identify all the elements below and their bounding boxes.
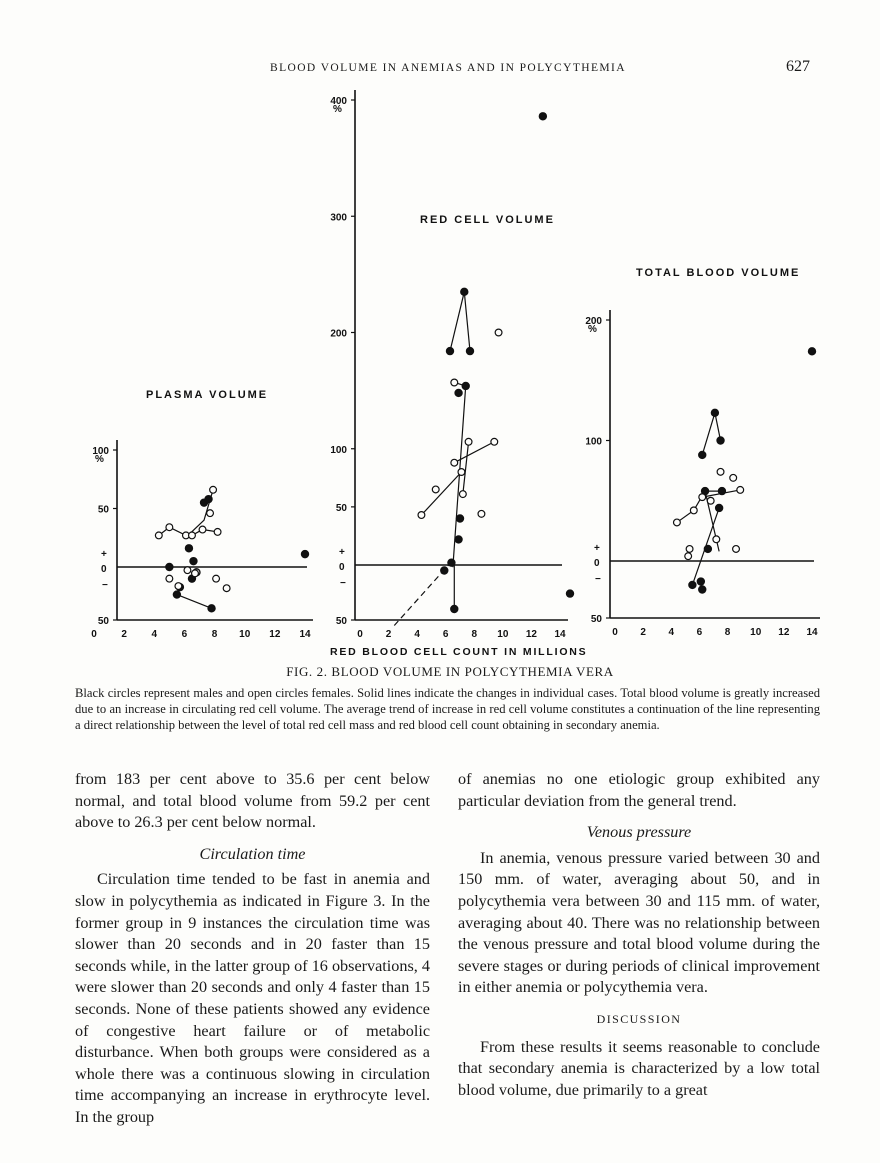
male-point	[717, 437, 724, 444]
female-point	[491, 438, 498, 445]
x-tick-label: 14	[554, 629, 566, 640]
female-point	[210, 486, 217, 493]
y-tick-label: 0	[101, 564, 107, 575]
x-tick-label: 0	[91, 629, 97, 640]
change-line	[454, 442, 494, 463]
male-point	[166, 563, 173, 570]
x-tick-label: 12	[525, 629, 537, 640]
female-point	[690, 507, 697, 514]
x-tick-label: 6	[181, 629, 188, 640]
male-point	[689, 581, 696, 588]
x-tick-label: 8	[724, 627, 731, 638]
x-tick-label: 8	[471, 629, 478, 640]
left-paragraph-1: from 183 per cent above to 35.6 per cent below normal, and total blood volume from 59.2 per cent above to 26.3 per cent below normal.	[75, 770, 430, 832]
female-point	[674, 519, 681, 526]
male-point	[718, 488, 725, 495]
male-point	[446, 348, 453, 355]
x-tick-label: 12	[269, 629, 281, 640]
female-point	[713, 536, 720, 543]
female-point	[223, 585, 230, 592]
change-line	[702, 413, 720, 455]
x-tick-label: 10	[239, 629, 251, 640]
female-point	[213, 575, 220, 582]
running-head: BLOOD VOLUME IN ANEMIAS AND IN POLYCYTHEMIA	[270, 62, 626, 74]
x-tick-label: 2	[385, 629, 392, 640]
female-point	[166, 575, 173, 582]
x-tick-label: 8	[211, 629, 218, 640]
x-axis-label: RED BLOOD CELL COUNT IN MILLIONS	[330, 646, 588, 658]
y-tick-label: 50	[590, 614, 602, 625]
total-blood-volume-panel	[585, 267, 820, 638]
left-column	[75, 769, 430, 1129]
x-tick-label: 0	[357, 629, 363, 640]
minus-sign: −	[102, 580, 108, 591]
male-point	[461, 288, 468, 295]
female-point	[189, 532, 196, 539]
change-line	[421, 472, 461, 515]
x-tick-label: 4	[414, 629, 420, 640]
male-point	[448, 559, 455, 566]
red-cell-volume-panel	[330, 90, 573, 640]
change-line	[177, 595, 212, 609]
female-point	[465, 438, 472, 445]
panel-title: TOTAL BLOOD VOLUME	[636, 267, 801, 279]
change-line	[463, 442, 469, 494]
plus-sign: +	[101, 549, 107, 560]
male-point	[716, 504, 723, 511]
y-tick-label: 50	[97, 504, 109, 516]
male-point	[185, 545, 192, 552]
male-point	[539, 113, 546, 120]
y-tick-label: %	[95, 454, 104, 465]
female-point	[184, 567, 191, 574]
female-point	[686, 546, 693, 553]
minus-sign: −	[595, 574, 601, 585]
female-point	[166, 524, 173, 531]
plus-sign: +	[339, 547, 345, 558]
female-point	[478, 510, 485, 517]
female-point	[432, 486, 439, 493]
male-point	[173, 591, 180, 598]
female-point	[459, 491, 466, 498]
x-tick-label: 2	[121, 629, 127, 640]
figure-legend: Black circles represent males and open circles females. Solid lines indicate the changes in individual cases. Total blood volume is greatly increased due to an increase in circulating red cell volume. The average trend of increase in red cell volume constitutes a continuation of the line representing a direct relationship between the level of total red cell mass and red blood cell count obtaining in secondary anemia.	[75, 686, 820, 733]
female-point	[155, 532, 162, 539]
female-point	[418, 512, 425, 519]
y-tick-label: 200	[585, 316, 602, 327]
male-point	[208, 605, 215, 612]
x-tick-label: 4	[668, 627, 675, 638]
female-point	[495, 329, 502, 336]
right-paragraph-1: of anemias no one etiologic group exhibited any particular deviation from the general trend.	[458, 770, 820, 810]
male-point	[711, 409, 718, 416]
female-point	[214, 529, 221, 536]
change-line	[450, 292, 470, 351]
female-point	[699, 494, 706, 501]
panel-title: RED CELL VOLUME	[420, 214, 555, 226]
y-tick-label: 400	[330, 96, 347, 107]
y-tick-label: %	[333, 104, 342, 115]
female-point	[199, 526, 206, 533]
y-tick-label: 50	[97, 616, 109, 627]
male-point	[456, 515, 463, 522]
male-point	[704, 545, 711, 552]
male-point	[190, 558, 197, 565]
male-point	[697, 578, 704, 585]
female-point	[451, 459, 458, 466]
male-point	[462, 382, 469, 389]
plasma-volume-panel	[91, 389, 313, 640]
x-tick-label: 2	[640, 627, 646, 638]
y-tick-label: 100	[92, 446, 109, 457]
y-tick-label: 200	[330, 328, 347, 340]
x-tick-label: 4	[151, 629, 158, 640]
y-tick-label: 0	[339, 562, 345, 573]
male-point	[466, 348, 473, 355]
right-paragraph-3: From these results it seems reasonable to conclude that secondary anemia is characterized by a low total blood volume, due primarily to a great	[458, 1037, 820, 1099]
left-paragraph-2: Circulation time tended to be fast in anemia and slow in polycythemia as indicated in Figure 3. In the former group in 9 instances the circulation time was slower than 20 seconds and in 20 faster than 15 seconds while, in the latter group of 16 observations, 4 were slower than 20 seconds and only 4 faster than 15 seconds. None of these patients showed any evidence of congestive heart failure or of metabolic disturbance. When both groups were considered as a whole there was a continuous slowing in circulation time accompanying an increase in erythrocyte level. In the group	[75, 870, 430, 1126]
female-point	[207, 510, 214, 517]
y-tick-label: 50	[335, 502, 347, 514]
x-tick-label: 14	[299, 629, 311, 640]
female-point	[685, 553, 692, 560]
female-point	[717, 468, 724, 475]
x-tick-label: 6	[442, 629, 449, 640]
heading-circulation-time: Circulation time	[199, 844, 306, 863]
x-tick-label: 6	[696, 627, 703, 638]
y-tick-label: 0	[594, 558, 600, 569]
y-tick-label: 50	[335, 616, 347, 627]
x-tick-label: 14	[806, 627, 818, 638]
right-paragraph-2: In anemia, venous pressure varied between 30 and 150 mm. of water, averaging about 50, and in polycythemia vera between 30 and 115 mm. of water, averaging about 40. There was no relationship between the venous pressure and total blood volume during the severe stages or during periods of clinical improvement in either anemia or polycythemia vera.	[458, 848, 820, 997]
male-point	[808, 348, 815, 355]
figure-caption: FIG. 2. BLOOD VOLUME IN POLYCYTHEMIA VERA	[286, 664, 614, 679]
female-point	[458, 469, 465, 476]
plus-sign: +	[594, 543, 600, 554]
y-tick-label: 100	[330, 444, 347, 456]
male-point	[455, 389, 462, 396]
female-point	[707, 497, 714, 504]
x-tick-label: 0	[612, 627, 618, 638]
male-point	[205, 496, 212, 503]
male-point	[699, 451, 706, 458]
minus-sign: −	[340, 578, 346, 589]
y-tick-label: 300	[330, 212, 347, 224]
male-point	[699, 586, 706, 593]
male-point	[451, 605, 458, 612]
female-point	[737, 487, 744, 494]
female-point	[733, 546, 740, 553]
trend-line	[394, 565, 448, 626]
y-tick-label: %	[588, 324, 597, 335]
page-number: 627	[786, 58, 810, 75]
female-point	[451, 379, 458, 386]
panel-title: PLASMA VOLUME	[146, 389, 269, 401]
heading-venous-pressure: Venous pressure	[586, 823, 692, 842]
male-point	[441, 567, 448, 574]
female-point	[730, 474, 737, 481]
x-tick-label: 10	[750, 627, 762, 638]
male-point	[301, 551, 308, 558]
right-column	[458, 769, 820, 1101]
x-tick-label: 10	[497, 629, 509, 640]
heading-discussion: DISCUSSION	[596, 1011, 682, 1026]
male-point	[455, 536, 462, 543]
female-point	[192, 570, 199, 577]
female-point	[175, 583, 182, 590]
x-tick-label: 12	[778, 627, 790, 638]
y-tick-label: 100	[585, 436, 602, 448]
male-point	[566, 590, 573, 597]
